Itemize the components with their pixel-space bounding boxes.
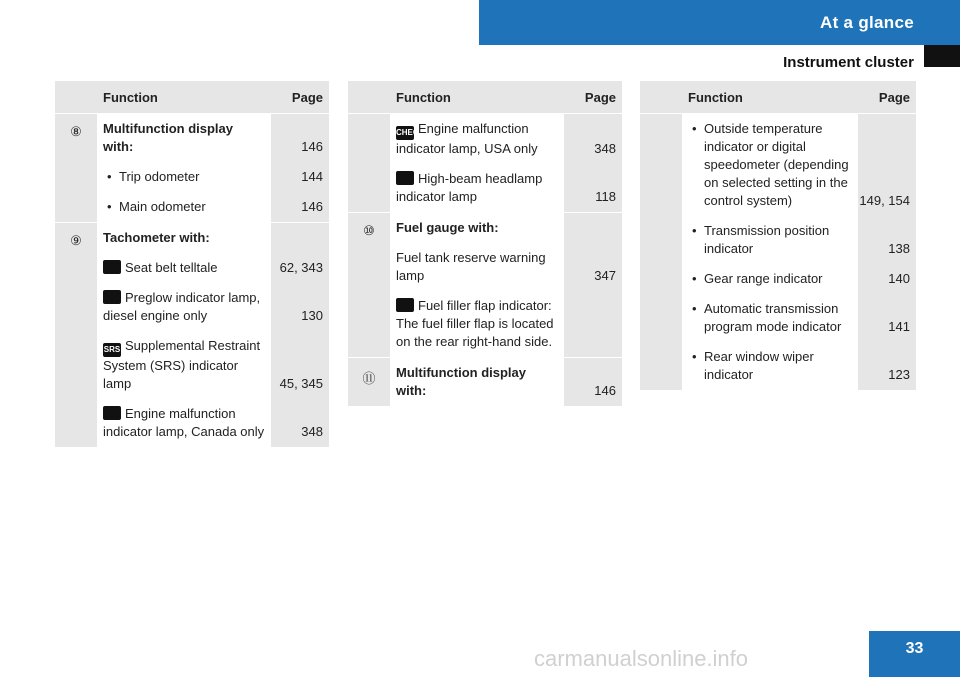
function-cell bbox=[97, 283, 271, 331]
srs-icon: SRS bbox=[103, 343, 121, 357]
section-number: ⑨ bbox=[55, 223, 97, 447]
function-text: Multifunction display with: bbox=[396, 365, 526, 398]
function-cell bbox=[97, 192, 271, 222]
table-header bbox=[348, 81, 622, 113]
function-cell bbox=[682, 114, 858, 216]
function-cell bbox=[97, 223, 271, 253]
function-cell bbox=[97, 331, 271, 399]
function-table-1 bbox=[55, 81, 329, 447]
table-row bbox=[682, 294, 916, 342]
function-text: Fuel filler flap indicator: The fuel filler flap is located on the rear right-hand side. bbox=[396, 298, 554, 349]
page-cell: 140 bbox=[858, 264, 916, 294]
table-row bbox=[682, 264, 916, 294]
engine-icon bbox=[103, 406, 121, 420]
page-cell bbox=[271, 223, 329, 253]
page-cell: 347 bbox=[564, 243, 622, 291]
function-text: Engine malfunction indicator lamp, USA only bbox=[396, 121, 538, 156]
header-page: Page bbox=[584, 89, 616, 105]
seat-belt-icon bbox=[103, 260, 121, 274]
table-row bbox=[390, 291, 622, 357]
page-cell: 348 bbox=[271, 399, 329, 447]
table-section bbox=[55, 113, 329, 222]
function-cell bbox=[682, 294, 858, 342]
function-text: Gear range indicator bbox=[704, 271, 823, 286]
section-number bbox=[640, 114, 682, 390]
page-cell bbox=[564, 213, 622, 243]
function-text: Engine malfunction indicator lamp, Canada only bbox=[103, 406, 265, 439]
table-row bbox=[97, 223, 329, 253]
table-row bbox=[682, 342, 916, 390]
function-cell bbox=[97, 253, 271, 283]
page-cell: 130 bbox=[271, 283, 329, 331]
header-function: Function bbox=[396, 89, 451, 105]
page-cell: 45, 345 bbox=[271, 331, 329, 399]
table-header bbox=[55, 81, 329, 113]
table-row bbox=[390, 213, 622, 243]
page-cell: 141 bbox=[858, 294, 916, 342]
function-cell bbox=[390, 164, 564, 212]
function-cell bbox=[682, 216, 858, 264]
table-row bbox=[97, 114, 329, 162]
function-cell bbox=[390, 243, 564, 291]
function-table-2 bbox=[348, 81, 622, 406]
function-cell bbox=[682, 342, 858, 390]
page-cell: 146 bbox=[271, 192, 329, 222]
table-row bbox=[682, 216, 916, 264]
table-row bbox=[97, 399, 329, 447]
header-page: Page bbox=[878, 89, 910, 105]
section-number bbox=[348, 114, 390, 212]
function-table-3 bbox=[640, 81, 916, 390]
table-section bbox=[348, 357, 622, 406]
function-cell bbox=[682, 264, 858, 294]
table-row bbox=[390, 243, 622, 291]
table-row bbox=[390, 358, 622, 406]
section-subtitle: Instrument cluster bbox=[783, 54, 914, 71]
section-number: ⑩ bbox=[348, 213, 390, 357]
table-section bbox=[348, 113, 622, 212]
function-text: Rear window wiper indicator bbox=[704, 349, 814, 382]
page-cell: 348 bbox=[564, 114, 622, 164]
header-page: Page bbox=[291, 89, 323, 105]
function-text: High-beam headlamp indicator lamp bbox=[396, 171, 543, 204]
fuel-pump-icon bbox=[396, 298, 414, 312]
function-cell bbox=[390, 213, 564, 243]
page-cell: 138 bbox=[858, 216, 916, 264]
table-row bbox=[97, 162, 329, 192]
header-function: Function bbox=[103, 89, 158, 105]
page-cell: 144 bbox=[271, 162, 329, 192]
page-cell: 146 bbox=[564, 358, 622, 406]
function-text: Trip odometer bbox=[119, 169, 200, 184]
function-text: Tachometer with: bbox=[103, 230, 210, 245]
table-row bbox=[97, 253, 329, 283]
function-text: Transmission position indicator bbox=[704, 223, 830, 256]
preglow-icon bbox=[103, 290, 121, 304]
function-cell bbox=[390, 358, 564, 406]
function-text: Automatic transmission program mode indicator bbox=[704, 301, 842, 334]
function-cell bbox=[97, 162, 271, 192]
high-beam-icon bbox=[396, 171, 414, 185]
page-cell bbox=[564, 291, 622, 357]
function-cell bbox=[390, 291, 564, 357]
function-text: Outside temperature indicator or digital speedometer (depending on selected setting in the control system) bbox=[704, 121, 849, 208]
section-number: ⑧ bbox=[55, 114, 97, 222]
function-cell bbox=[97, 114, 271, 162]
function-text: Supplemental Restraint System (SRS) indicator lamp bbox=[103, 338, 261, 391]
table-row bbox=[97, 192, 329, 222]
table-header bbox=[640, 81, 916, 113]
page-cell: 146 bbox=[271, 114, 329, 162]
table-row bbox=[390, 164, 622, 212]
page-cell: 62, 343 bbox=[271, 253, 329, 283]
table-section bbox=[640, 113, 916, 390]
page-cell: 149, 154 bbox=[858, 114, 916, 216]
table-section bbox=[55, 222, 329, 447]
function-text: Fuel gauge with: bbox=[396, 220, 499, 235]
header-function: Function bbox=[688, 89, 743, 105]
function-text: Multifunction display with: bbox=[103, 121, 233, 154]
function-text: Fuel tank reserve warning lamp bbox=[396, 250, 546, 283]
check-engine-icon: CHECK bbox=[396, 126, 414, 140]
function-cell bbox=[390, 114, 564, 164]
table-row bbox=[682, 114, 916, 216]
header-marker bbox=[924, 45, 960, 67]
table-row bbox=[97, 283, 329, 331]
function-text: Seat belt telltale bbox=[125, 260, 218, 275]
page-cell: 118 bbox=[564, 164, 622, 212]
watermark: carmanualsonline.info bbox=[534, 646, 749, 671]
table-row bbox=[390, 114, 622, 164]
function-text: Main odometer bbox=[119, 199, 206, 214]
function-text: Preglow indicator lamp, diesel engine only bbox=[103, 290, 261, 323]
table-row bbox=[97, 331, 329, 399]
section-number: ⑪ bbox=[348, 358, 390, 406]
table-section bbox=[348, 212, 622, 357]
section-title: At a glance bbox=[820, 13, 914, 32]
function-cell bbox=[97, 399, 271, 447]
page-number: 33 bbox=[869, 631, 960, 677]
page-cell: 123 bbox=[858, 342, 916, 390]
